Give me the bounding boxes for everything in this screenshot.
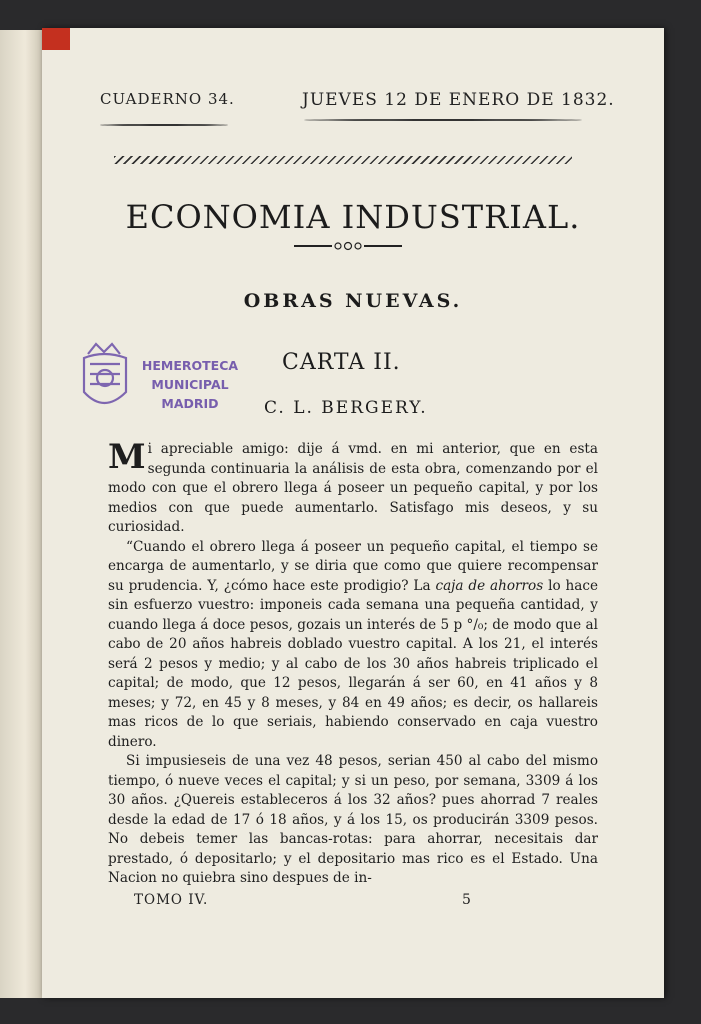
book-spine — [0, 30, 43, 998]
library-stamp-text — [130, 356, 250, 413]
signature-mark: 5 — [462, 892, 471, 908]
issue-date: JUEVES 12 DE ENERO DE 1832. — [302, 90, 615, 110]
volume-footer: TOMO IV. — [134, 892, 209, 908]
article-body — [108, 437, 599, 889]
drop-cap: M — [108, 437, 146, 477]
stamp-line: HEMEROTECA — [141, 358, 239, 373]
decorative-border — [114, 156, 572, 164]
italic-term: caja de ahorros — [435, 577, 544, 594]
section-subtitle: OBRAS NUEVAS. — [243, 290, 463, 312]
paragraph-text: “Cuando el obrero llega á poseer un pequeño capital, el tiempo se encarga de aumentarlo, y se diria que como que quiere recompensar su prudencia. Y, ¿cómo hace este prodigio? La — [108, 538, 598, 594]
issue-number: CUADERNO 34. — [100, 90, 235, 108]
paragraph — [108, 538, 598, 753]
paragraph — [108, 752, 598, 889]
header-rule-left — [100, 124, 228, 126]
paragraph-text: lo hace sin esfuerzo vuestro: imponeis cada semana una pequeña cantidad, y cuando llega á doce pesos, gozais un interés de 5 p °/₀; de modo que al cabo de 20 años habreis doblado vuestro capital. A los 21, el interés será 2 pesos y medio; y al cabo de los 30 años habreis triplicado el capital; de modo, que 12 pesos, llegarán á ser 60, en 41 años y 8 meses; y 72, en 45 y 8 meses, y 84 en 49 años; es decir, os hallareis mas ricos de lo que seriais, habiendo conservado en caja vuestro dinero. — [108, 577, 599, 750]
stamp-line: MUNICIPAL — [151, 377, 229, 392]
letter-heading: CARTA II. — [282, 350, 401, 375]
paragraph-text: i apreciable amigo: dije á vmd. en mi anterior, que en esta segunda continuaria la análisis de esta obra, comenzando por el modo con que el obrero llega á poseer un pequeño capital, y por los medios con que puede aumentarlo. Satisfago mis deseos, y su curiosidad. — [108, 441, 598, 535]
page-corner-marker — [42, 28, 70, 50]
page-title: ECONOMIA INDUSTRIAL. — [125, 198, 581, 236]
scanned-page — [42, 28, 664, 998]
header-rule-right — [304, 119, 582, 121]
paragraph — [108, 437, 598, 538]
author-name: C. L. BERGERY. — [264, 398, 428, 418]
stamp-line: MADRID — [161, 396, 219, 411]
title-ornament — [294, 241, 402, 251]
paragraph-text: Si impusieseis de una vez 48 pesos, serian 450 al cabo del mismo tiempo, ó nueve veces el capital; y si un peso, por semana, 3309 á los 30 años. ¿Quereis estableceros á los 32 años? pues ahorrad 7 reales desde la edad de 17 ó 18 años, y á los 15, os producirán 3309 pesos. No debeis temer las bancas-rotas: para ahorrar, necesitais dar prestado, ó depositarlo; y el depositario mas rico es el Estado. Una Nacion no quiebra sino despues de in- — [108, 753, 598, 886]
